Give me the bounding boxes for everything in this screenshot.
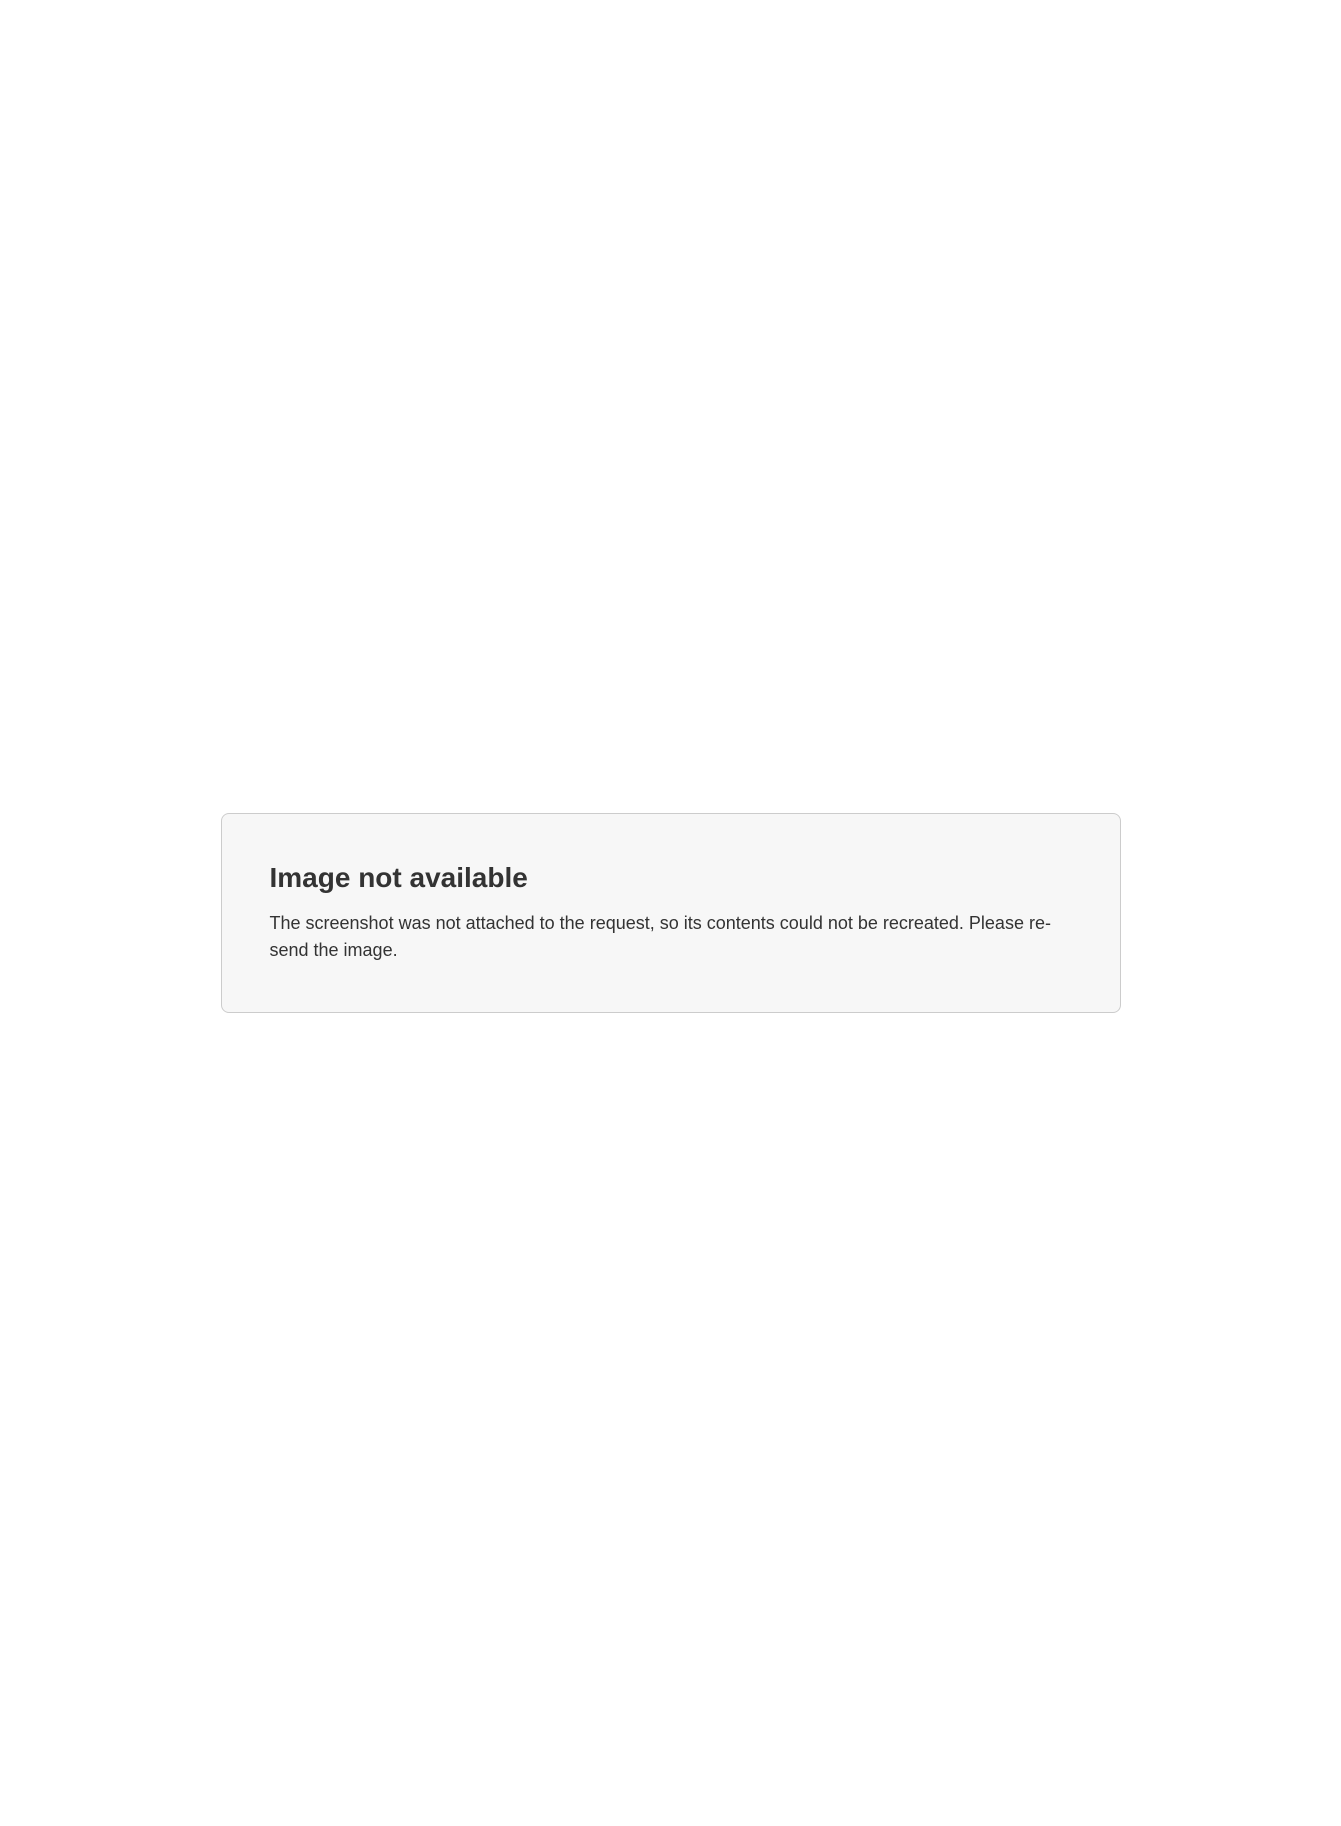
notice-panel [221,813,1121,1013]
notice-message: The screenshot was not attached to the request, so its contents could not be recreated. Please re-send the image. [269,913,1051,960]
notice-title: Image not available [269,862,528,893]
